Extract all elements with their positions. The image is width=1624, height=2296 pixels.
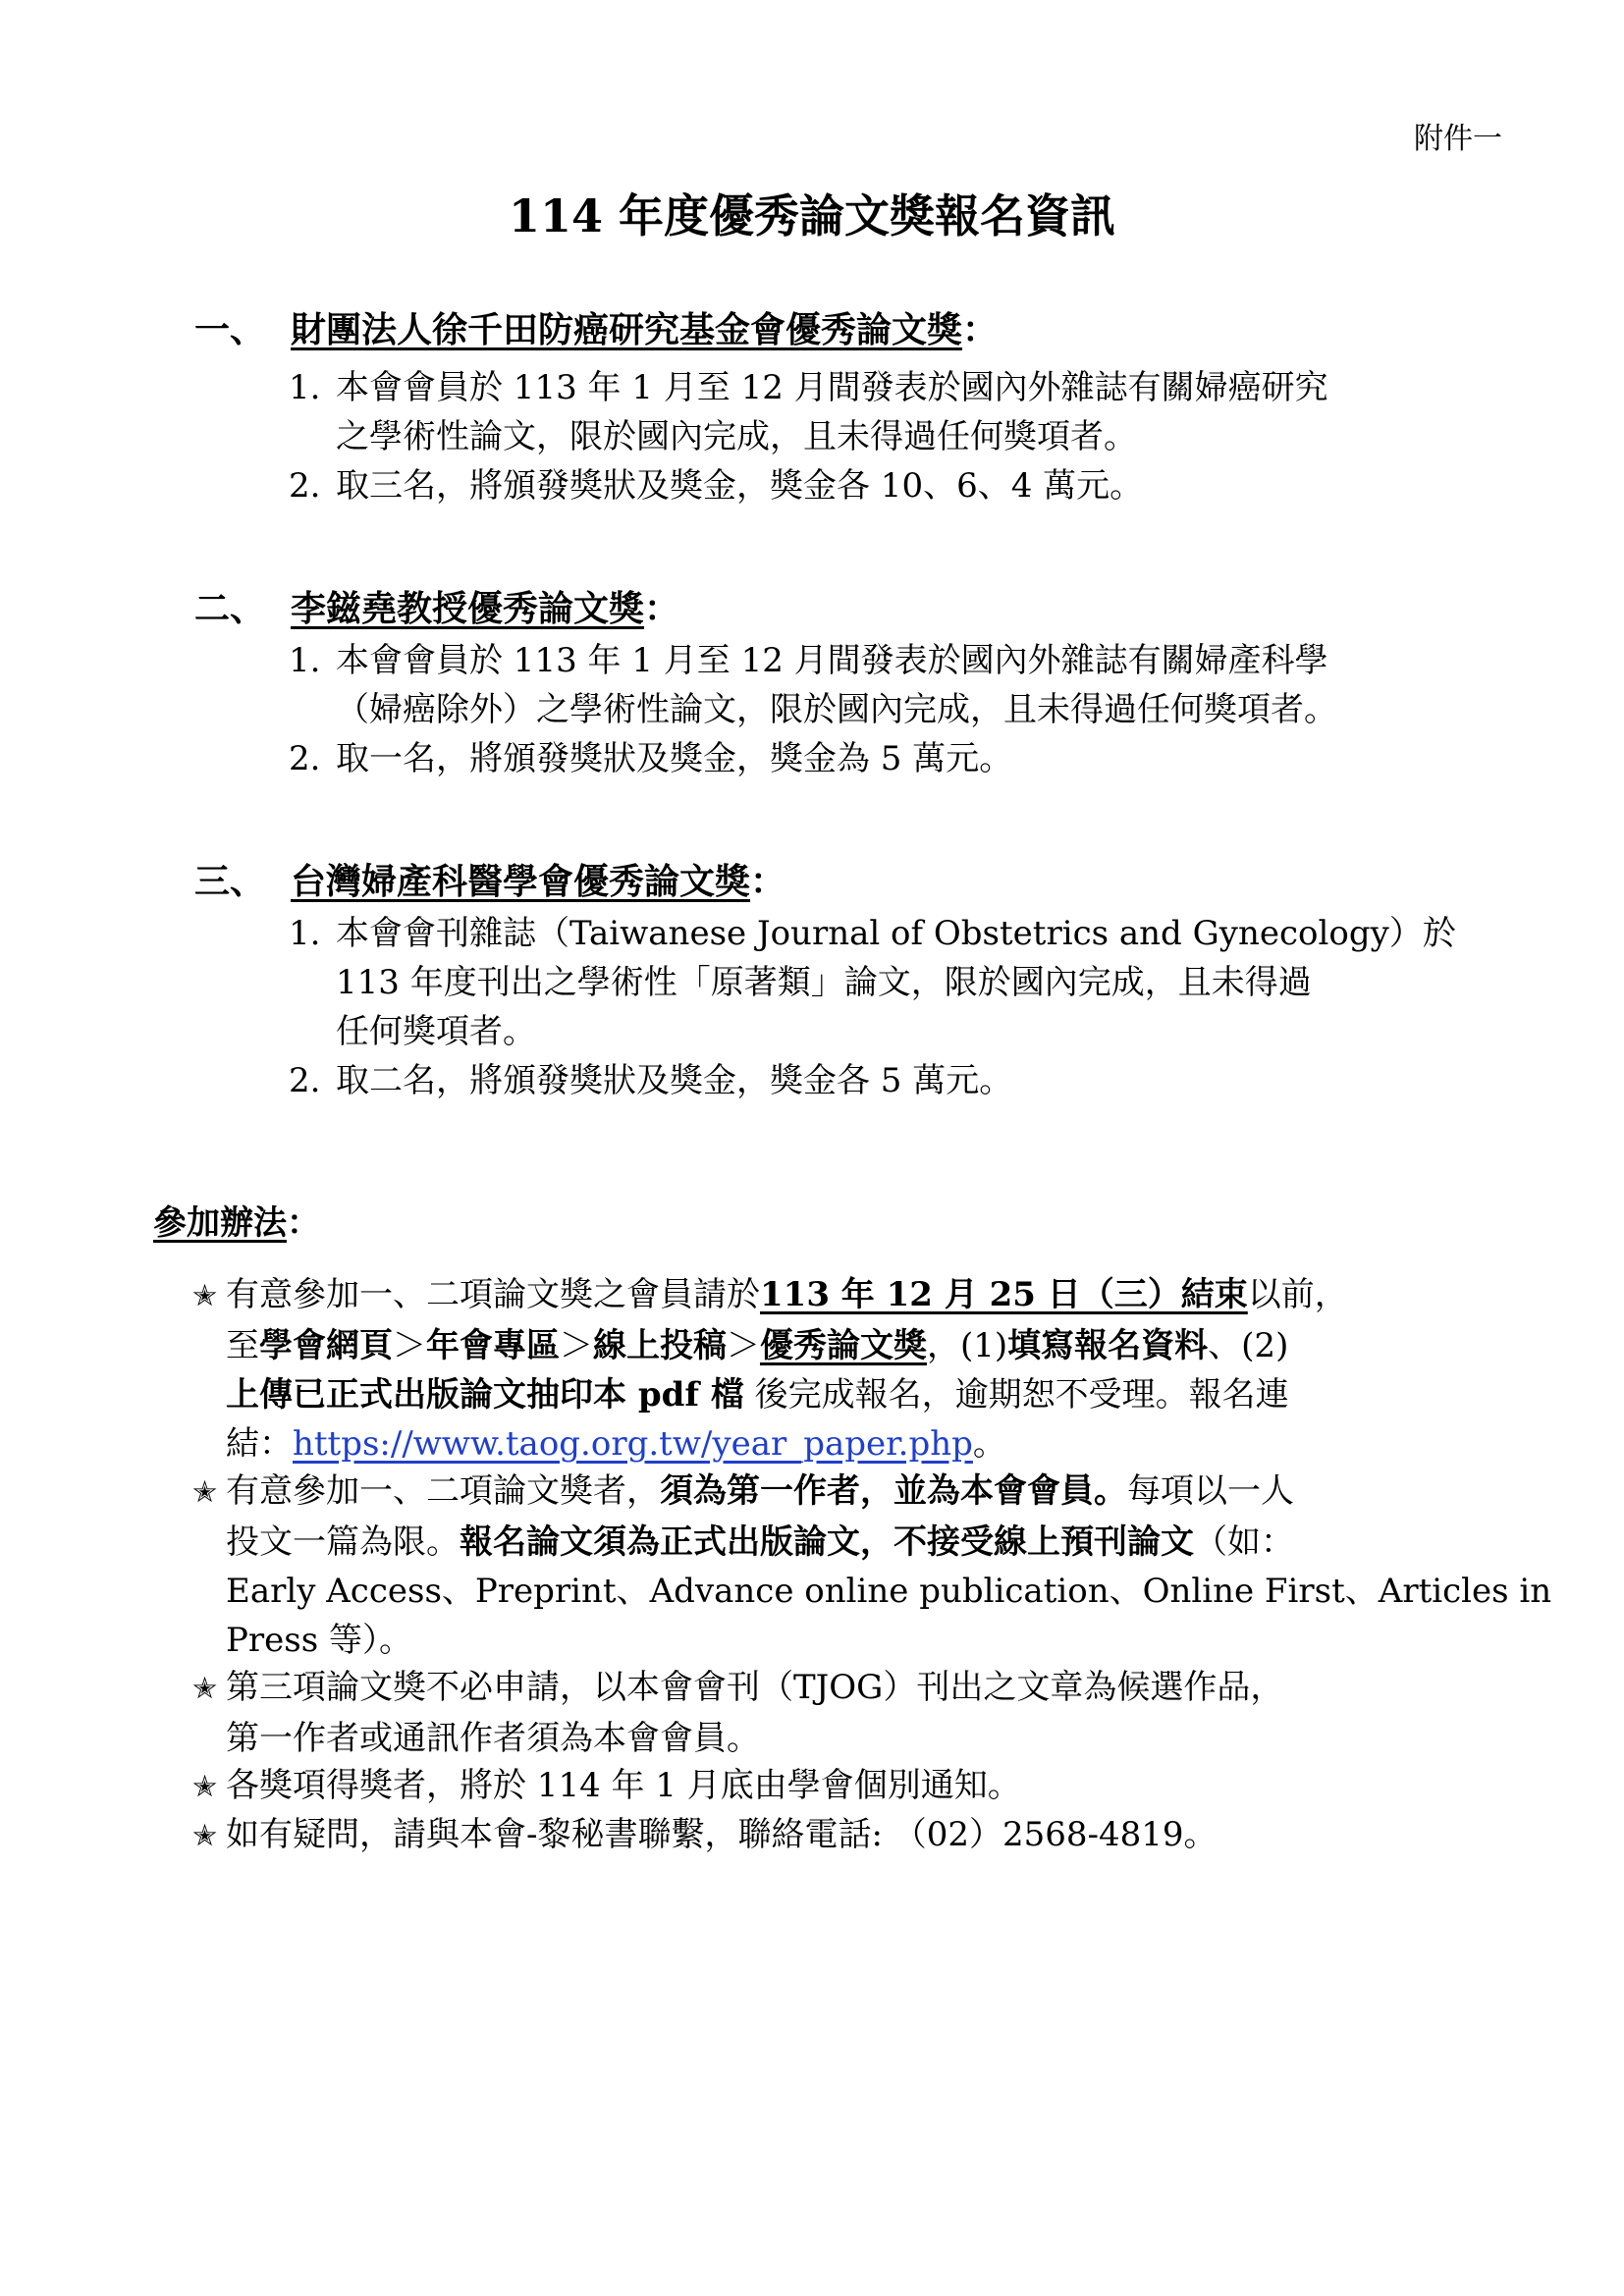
section-3-item-1 bbox=[289, 909, 1457, 1056]
star-icon: ✭ bbox=[192, 1279, 218, 1313]
note-text: 有意參加一、二項論文獎之會員請於 bbox=[226, 1275, 760, 1314]
section-2-item-2 bbox=[289, 734, 1457, 783]
note-text: 各獎項得獎者，將於 114 年 1 月底由學會個別通知。 bbox=[226, 1766, 1021, 1805]
note-2 bbox=[192, 1467, 1552, 1665]
section-number: 三、 bbox=[194, 861, 266, 902]
path-separator: ＞ bbox=[727, 1326, 760, 1365]
note-text: 有意參加一、二項論文獎者， bbox=[226, 1471, 660, 1511]
section-name: 台灣婦產科醫學會優秀論文獎 bbox=[291, 861, 751, 902]
path-step: 年會專區 bbox=[426, 1326, 560, 1365]
note-3 bbox=[192, 1663, 1469, 1763]
section-1-item-2 bbox=[289, 461, 1457, 510]
note-bold-text: 報名論文須為正式出版論文，不接受線上預刊論文 bbox=[460, 1522, 1194, 1562]
item-number: 2. bbox=[289, 739, 321, 778]
section-colon: ： bbox=[644, 588, 680, 629]
item-text-line: 之學術性論文，限於國內完成，且未得過任何獎項者。 bbox=[336, 417, 1137, 456]
section-heading-3 bbox=[194, 858, 785, 905]
note-text: 投文一篇為限。 bbox=[226, 1522, 460, 1562]
note-text: ，(1) bbox=[927, 1326, 1008, 1365]
participation-heading-colon: ： bbox=[287, 1203, 320, 1243]
item-text-line: 取三名，將頒發獎狀及獎金，獎金各 10、6、4 萬元。 bbox=[336, 466, 1144, 506]
note-text: 如有疑問，請與本會-黎秘書聯繫，聯絡電話: （02）2568-4819。 bbox=[226, 1815, 1218, 1854]
section-colon: ： bbox=[750, 861, 786, 902]
note-4 bbox=[192, 1761, 1469, 1812]
note-text: 至 bbox=[226, 1326, 259, 1365]
item-number: 1. bbox=[289, 914, 321, 953]
section-heading-1 bbox=[194, 306, 998, 353]
note-text: 後完成報名，逾期恕不受理。報名連 bbox=[743, 1375, 1289, 1415]
section-number: 一、 bbox=[194, 309, 266, 350]
note-text: 以前， bbox=[1247, 1275, 1348, 1314]
note-text: （如： bbox=[1194, 1522, 1294, 1562]
note-1 bbox=[192, 1270, 1469, 1468]
item-text-line: 本會會員於 113 年 1 月至 12 月間發表於國內外雜誌有關婦癌研究 bbox=[336, 368, 1328, 407]
section-heading-2 bbox=[194, 585, 679, 632]
step-text: 上傳已正式出版論文抽印本 pdf 檔 bbox=[226, 1375, 744, 1415]
section-name: 財團法人徐千田防癌研究基金會優秀論文獎 bbox=[291, 309, 963, 350]
section-2-item-1 bbox=[289, 636, 1457, 734]
section-number: 二、 bbox=[194, 588, 266, 629]
item-text-line: （婦癌除外）之學術性論文，限於國內完成，且未得過任何獎項者。 bbox=[336, 690, 1337, 729]
item-text-line: 本會會員於 113 年 1 月至 12 月間發表於國內外雜誌有關婦產科學 bbox=[336, 641, 1328, 680]
star-icon: ✭ bbox=[192, 1672, 218, 1706]
item-number: 2. bbox=[289, 466, 321, 506]
item-number: 2. bbox=[289, 1061, 321, 1100]
item-text-line: 113 年度刊出之學術性「原著類」論文，限於國內完成，且未得過 bbox=[336, 963, 1312, 1002]
note-5 bbox=[192, 1810, 1469, 1861]
note-text: 第一作者或通訊作者須為本會會員。 bbox=[226, 1719, 760, 1758]
item-text-line: 取一名，將頒發獎狀及獎金，獎金為 5 萬元。 bbox=[336, 739, 1013, 778]
step-text: 填寫報名資料 bbox=[1007, 1326, 1209, 1365]
star-icon: ✭ bbox=[192, 1770, 218, 1804]
path-separator: ＞ bbox=[393, 1326, 426, 1365]
star-icon: ✭ bbox=[192, 1475, 218, 1510]
section-colon: ： bbox=[962, 309, 999, 350]
note-text: 第三項論文獎不必申請，以本會會刊（TJOG）刊出之文章為候選作品， bbox=[226, 1668, 1284, 1707]
note-text: 結： bbox=[226, 1424, 293, 1464]
section-1-item-1 bbox=[289, 363, 1457, 461]
note-bold-text: 須為第一作者，並為本會會員。 bbox=[660, 1471, 1127, 1511]
note-text: Press 等）。 bbox=[226, 1621, 412, 1660]
section-3-item-2 bbox=[289, 1056, 1457, 1105]
item-text-line: 任何獎項者。 bbox=[336, 1012, 536, 1051]
item-text-line: 本會會刊雜誌（Taiwanese Journal of Obstetrics and Gynecology）於 bbox=[336, 914, 1456, 953]
registration-link[interactable]: https://www.taog.org.tw/year_paper.php bbox=[293, 1424, 973, 1464]
item-number: 1. bbox=[289, 641, 321, 680]
deadline-text: 113 年 12 月 25 日（三）結束 bbox=[760, 1275, 1248, 1314]
participation-heading bbox=[153, 1200, 320, 1247]
note-text: Early Access、Preprint、Advance online publication、Online First、Articles in bbox=[226, 1572, 1552, 1611]
item-text-line: 取二名，將頒發獎狀及獎金，獎金各 5 萬元。 bbox=[336, 1061, 1013, 1100]
note-text: 、(2) bbox=[1208, 1326, 1289, 1365]
item-number: 1. bbox=[289, 368, 321, 407]
star-icon: ✭ bbox=[192, 1819, 218, 1853]
path-step: 優秀論文獎 bbox=[760, 1326, 927, 1365]
section-name: 李鎡堯教授優秀論文獎 bbox=[291, 588, 645, 629]
participation-heading-text: 參加辦法 bbox=[153, 1203, 287, 1243]
attachment-label: 附件一 bbox=[1414, 122, 1502, 156]
note-text: 每項以一人 bbox=[1127, 1471, 1294, 1511]
note-text: 。 bbox=[972, 1424, 1006, 1464]
path-step: 學會網頁 bbox=[259, 1326, 393, 1365]
page-title: 114 年度優秀論文獎報名資訊 bbox=[508, 189, 1116, 242]
path-step: 線上投稿 bbox=[593, 1326, 727, 1365]
path-separator: ＞ bbox=[560, 1326, 593, 1365]
